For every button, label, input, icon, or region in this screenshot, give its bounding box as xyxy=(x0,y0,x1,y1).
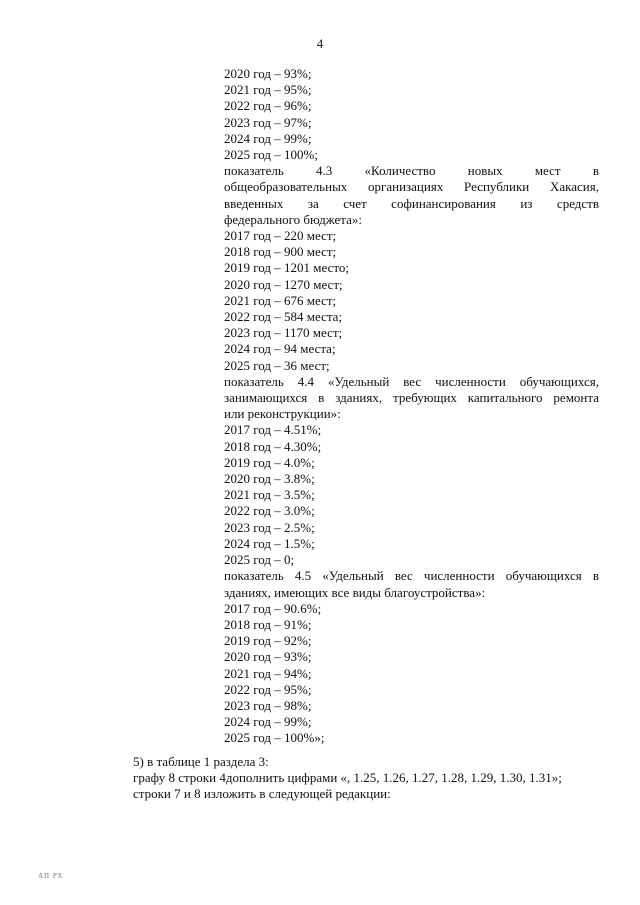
indicator-4-5 xyxy=(224,568,599,746)
page-number: 4 xyxy=(316,36,324,51)
indicator-heading-line: зданиях, имеющих все виды благоустройства»: xyxy=(224,584,486,600)
list-item: 2024 год – 99%; xyxy=(224,714,312,730)
amendment-line: 5) в таблице 1 раздела 3: xyxy=(133,754,269,769)
list-item: 2023 год – 1170 мест; xyxy=(224,325,343,341)
list-item: 2025 год – 100%»; xyxy=(224,730,325,746)
list-item: 2022 год – 3.0%; xyxy=(224,503,315,519)
list-item: 2018 год – 900 мест; xyxy=(224,244,337,260)
list-item: 2024 год – 94 места; xyxy=(224,341,336,357)
list-item: 2017 год – 90.6%; xyxy=(224,600,322,616)
amendment-paragraph xyxy=(133,754,603,803)
list-item: 2023 год – 98%; xyxy=(224,697,312,713)
list-item: 2017 год – 220 мест; xyxy=(224,228,337,244)
indicator-heading-line: или реконструкции»: xyxy=(224,406,341,422)
list-item: 2017 год – 4.51%; xyxy=(224,422,322,438)
list-item: 2021 год – 676 мест; xyxy=(224,292,337,308)
indicator-heading-line: показатель 4.5 «Удельный вес численности обучающихся в xyxy=(224,568,599,584)
list-item: 2025 год – 100%; xyxy=(224,147,318,163)
footer-mark: АП РХ xyxy=(38,872,64,880)
list-item: 2020 год – 3.8%; xyxy=(224,471,315,487)
list-item: 2020 год – 93%; xyxy=(224,66,312,81)
indicator-heading-line: общеобразовательных организациях Республики Хакасия, xyxy=(224,179,599,195)
indicator-heading-line: показатель 4.4 «Удельный вес численности обучающихся, xyxy=(224,373,599,389)
list-item: 2018 год – 91%; xyxy=(224,616,312,632)
indicator-heading-line: федерального бюджета»: xyxy=(224,211,363,227)
indicator-4-4 xyxy=(224,374,599,568)
indicator-4-3 xyxy=(224,163,599,374)
list-item: 2021 год – 94%; xyxy=(224,665,312,681)
list-item: 2022 год – 96%; xyxy=(224,98,312,114)
list-item: 2025 год – 36 мест; xyxy=(224,357,330,373)
list-item: 2020 год – 1270 мест; xyxy=(224,276,343,292)
year-list-4-2-tail xyxy=(224,66,599,163)
list-item: 2021 год – 95%; xyxy=(224,82,312,98)
amendment-line: строки 7 и 8 изложить в следующей редакции: xyxy=(133,786,391,802)
indicator-heading-line: введенных за счет софинансирования из средств xyxy=(224,195,599,211)
indicator-heading-line: показатель 4.3 «Количество новых мест в xyxy=(224,163,599,179)
list-item: 2023 год – 97%; xyxy=(224,114,312,130)
list-item: 2024 год – 99%; xyxy=(224,130,312,146)
list-item: 2020 год – 93%; xyxy=(224,649,312,665)
list-item: 2024 год – 1.5%; xyxy=(224,535,315,551)
list-item: 2018 год – 4.30%; xyxy=(224,438,322,454)
list-item: 2019 год – 1201 место; xyxy=(224,260,349,276)
list-item: 2025 год – 0; xyxy=(224,552,295,568)
list-item: 2022 год – 95%; xyxy=(224,681,312,697)
list-item: 2019 год – 4.0%; xyxy=(224,454,315,470)
main-text-column xyxy=(224,66,599,747)
list-item: 2021 год – 3.5%; xyxy=(224,487,315,503)
list-item: 2019 год – 92%; xyxy=(224,633,312,649)
amendment-line: графу 8 строки 4дополнить цифрами «, 1.25, 1.26, 1.27, 1.28, 1.29, 1.30, 1.31»; xyxy=(133,770,562,786)
list-item: 2023 год – 2.5%; xyxy=(224,519,315,535)
list-item: 2022 год – 584 места; xyxy=(224,309,343,325)
indicator-heading-line: занимающихся в зданиях, требующих капитального ремонта xyxy=(224,390,599,406)
